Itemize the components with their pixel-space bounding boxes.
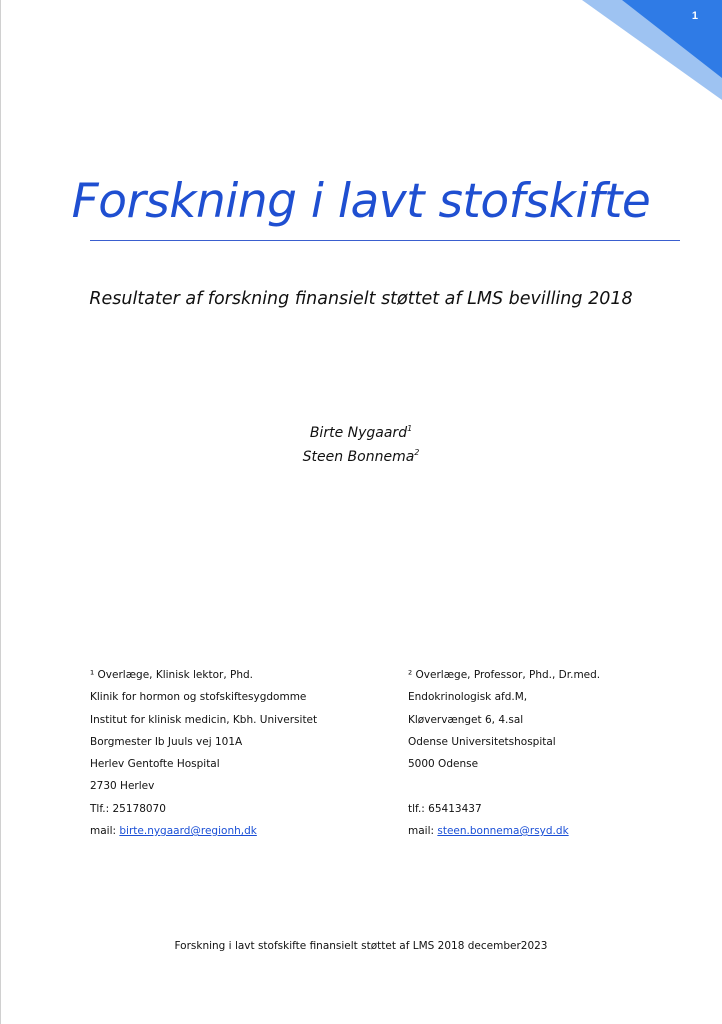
page-left-border bbox=[0, 0, 1, 1024]
affiliation-line: Institut for klinisk medicin, Kbh. Universitet bbox=[90, 713, 318, 726]
affiliation-line: Herlev Gentofte Hospital bbox=[90, 758, 220, 771]
affiliation-phone: tlf.: 65413437 bbox=[408, 802, 482, 815]
affiliation-mail bbox=[408, 820, 600, 842]
affiliation-spacer bbox=[408, 775, 600, 797]
affiliation-phone: Tlf.: 25178070 bbox=[90, 802, 166, 815]
mail-label: mail: bbox=[90, 825, 120, 838]
affiliation-heading: ² Overlæge, Professor, Phd., Dr.med. bbox=[408, 669, 601, 681]
author-2 bbox=[0, 443, 722, 467]
affiliation-heading: ¹ Overlæge, Klinisk lektor, Phd. bbox=[90, 669, 253, 681]
affiliation-line: 5000 Odense bbox=[408, 758, 479, 771]
author-1 bbox=[0, 419, 722, 443]
affiliation-line: Klinik for hormon og stofskiftesygdomme bbox=[90, 691, 307, 704]
author-name: Steen Bonnema bbox=[302, 449, 415, 465]
author-name: Birte Nygaard bbox=[309, 425, 408, 441]
affiliation-line: 2730 Herlev bbox=[90, 780, 155, 793]
title-underline bbox=[90, 240, 680, 241]
page-number: 1 bbox=[691, 10, 698, 22]
affiliation-left bbox=[90, 664, 317, 842]
affiliation-line: Endokrinologisk afd.M, bbox=[408, 691, 528, 704]
document-title: Forskning i lavt stofskifte bbox=[71, 174, 651, 229]
author-footnote-mark: 2 bbox=[414, 448, 420, 457]
affiliation-line: Kløvervænget 6, 4.sal bbox=[408, 713, 524, 726]
author-footnote-mark: 1 bbox=[407, 424, 413, 433]
affiliation-mail bbox=[90, 820, 317, 842]
email-link[interactable]: steen.bonnema@rsyd.dk bbox=[437, 825, 569, 838]
page-footer: Forskning i lavt stofskifte finansielt støttet af LMS 2018 december2023 bbox=[174, 940, 548, 952]
affiliation-line: Odense Universitetshospital bbox=[408, 735, 556, 748]
email-link[interactable]: birte.nygaard@regionh,dk bbox=[119, 825, 257, 838]
mail-label: mail: bbox=[408, 825, 438, 838]
corner-decoration bbox=[582, 0, 722, 100]
affiliation-right bbox=[408, 664, 600, 842]
affiliation-line: Borgmester Ib Juuls vej 101A bbox=[90, 735, 243, 748]
author-list bbox=[0, 419, 722, 467]
document-subtitle: Resultater af forskning finansielt støttet af LMS bevilling 2018 bbox=[89, 289, 633, 309]
